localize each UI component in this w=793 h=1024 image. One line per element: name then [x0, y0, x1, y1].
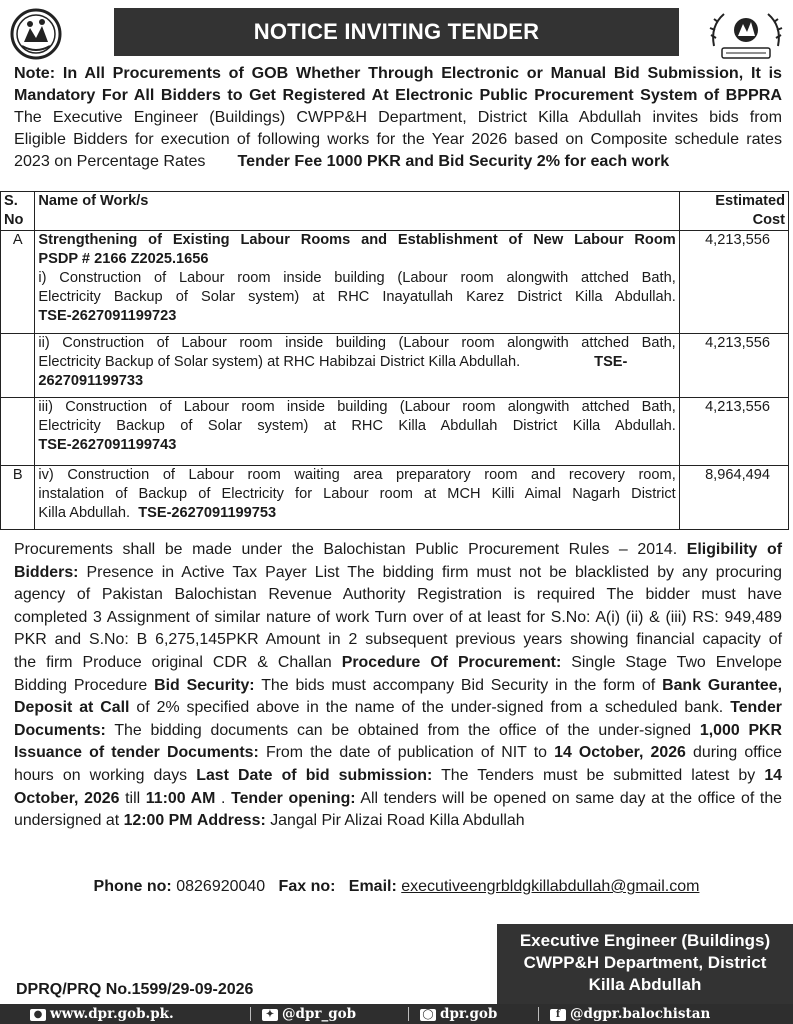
- terms-line: agency of Pakistan Balochistan Revenue Authority Registration is required The bidder must have: [14, 586, 782, 604]
- row-cost: 4,213,556: [679, 398, 788, 466]
- signatory-title: Executive Engineer (Buildings): [519, 931, 771, 950]
- row-cost: 8,964,494: [679, 466, 788, 530]
- row-cost: 4,213,556: [679, 231, 788, 334]
- footer-bar: [0, 1004, 793, 1024]
- email-label: Email:: [348, 878, 397, 895]
- government-seal-logo: [706, 6, 786, 64]
- row-work: Strengthening of Existing Labour Rooms and Establishment of New Labour Room PSDP # 2166 Z2025.1656 i) Construction of Labour room inside building (Labour room alongwith attched Bath, Electricity Backup of Solar system) at RHC Inayatullah Karez District Killa Abdullah. TSE-2627091199723: [35, 231, 679, 334]
- row-sno: B: [1, 466, 35, 530]
- intro-section: [14, 62, 782, 172]
- phone-label: Phone no:: [93, 878, 172, 895]
- terms-line: Issuance of tender Documents: From the date of publication of NIT to 14 October, 2026 during office: [14, 744, 783, 762]
- balochistan-emblem-logo: [10, 8, 62, 60]
- footer-twitter[interactable]: ✦ @dpr_gob: [262, 1004, 356, 1024]
- note-line-1: Note: In All Procurements of GOB Whether Through Electronic or Manual Bid Submission, It is: [14, 64, 782, 82]
- row-sno: [1, 398, 35, 466]
- phone-number: 0826920040: [176, 878, 266, 895]
- footer-facebook[interactable]: f @dgpr.balochistan: [550, 1004, 710, 1024]
- row-cost: 4,213,556: [679, 334, 788, 398]
- tender-fee-text: Tender Fee 1000 PKR and Bid Security 2% for each work: [237, 152, 670, 170]
- terms-line: the firm Produce original CDR & Challan Procedure Of Procurement: Single Stage Two Envelope: [14, 653, 783, 671]
- table-header-row: [1, 192, 789, 231]
- table-row: [1, 466, 789, 530]
- signatory-department: CWPP&H Department, District: [523, 953, 767, 972]
- terms-line: completed 3 Assignment of similar nature of work Turn over of at least for S.No: A(i) (ii) & (iii) RS: 949,489: [14, 608, 782, 626]
- instagram-icon: ◯: [420, 1009, 436, 1021]
- intro-line-3: The Executive Engineer (Buildings) CWPP&H Department, District Killa Abdullah invites bids from: [14, 108, 782, 126]
- twitter-icon: ✦: [262, 1009, 278, 1021]
- footer-website[interactable]: ● www.dpr.gob.pk.: [30, 1004, 174, 1024]
- intro-line-5: [14, 150, 782, 172]
- row-work: iv) Construction of Labour room waiting area preparatory room and recovery room, instalation of Backup of Electricity for Labour room at MCH Killi Aimal Nagarh District Killa Abdullah. TSE-2627091199753: [35, 466, 679, 530]
- contact-line: [0, 876, 793, 898]
- terms-section: [14, 539, 782, 833]
- terms-line: Deposit at Call of 2% specified above in the name of the under-signed from a scheduled bank. Tender: [14, 699, 782, 717]
- terms-line: undersigned at 12:00 PM Address: Jangal Pir Alizai Road Killa Abdullah: [14, 812, 525, 830]
- row-sno: [1, 334, 35, 398]
- table-row: [1, 334, 789, 398]
- terms-line: October, 2026 till 11:00 AM . Tender opening: All tenders will be opened on same day at the office of the: [14, 789, 783, 807]
- footer-instagram[interactable]: ◯ dpr.gob: [420, 1004, 497, 1024]
- terms-line: PKR and S.No: B 6,275,145PKR Amount in 2 subsequent previous years showing financial capacity of: [14, 631, 782, 649]
- note-line-2: Mandatory For All Bidders to Get Registered At Electronic Public Procurement System of BPPRA: [14, 86, 782, 104]
- email-link[interactable]: executiveengrbldgkillabdullah@gmail.com: [401, 878, 700, 895]
- table-row: [1, 398, 789, 466]
- signatory-district: Killa Abdullah: [588, 975, 702, 994]
- header-cost: Estimated Cost: [679, 192, 788, 231]
- fax-label: Fax no:: [278, 878, 336, 895]
- header-work: Name of Work/s: [35, 192, 679, 231]
- rates-text: 2023 on Percentage Rates: [14, 152, 206, 170]
- facebook-icon: f: [550, 1009, 566, 1021]
- notice-title: NOTICE INVITING TENDER: [114, 8, 679, 56]
- signature-block: [497, 924, 793, 1010]
- terms-line: Procurements shall be made under the Balochistan Public Procurement Rules – 2014. Eligibility of: [14, 541, 783, 558]
- terms-line: Documents: The bidding documents can be obtained from the office of the under-signed 1,000 PKR: [14, 721, 782, 739]
- row-sno: A: [1, 231, 35, 334]
- terms-line: hours on working days Last Date of bid submission: The Tenders must be submitted latest by 14: [14, 766, 783, 784]
- row-work: iii) Construction of Labour room inside building (Labour room alongwith attched Bath, Electricity Backup of Solar system) at RHC Killa Abdullah District Killa Abdullah. TSE-2627091199743: [35, 398, 679, 466]
- dprq-number: DPRQ/PRQ No.1599/29-09-2026: [16, 981, 254, 998]
- terms-line: Bidders: Presence in Active Tax Payer List The bidding firm must not be blacklisted by any procuring: [14, 563, 782, 581]
- terms-line: Bidding Procedure Bid Security: The bids must accompany Bid Security in the form of Bank Gurantee,: [14, 676, 783, 694]
- header-sno: S. No: [1, 192, 35, 231]
- table-row: [1, 231, 789, 334]
- works-table: [0, 191, 789, 530]
- globe-icon: ●: [30, 1009, 46, 1021]
- intro-line-4: Eligible Bidders for execution of following works for the Year 2026 based on Composite schedule rates: [14, 130, 782, 148]
- row-work: ii) Construction of Labour room inside building (Labour room alongwith attched Bath, Electricity Backup of Solar system) at RHC Habibzai District Killa Abdullah. TSE- 2627091199733: [35, 334, 679, 398]
